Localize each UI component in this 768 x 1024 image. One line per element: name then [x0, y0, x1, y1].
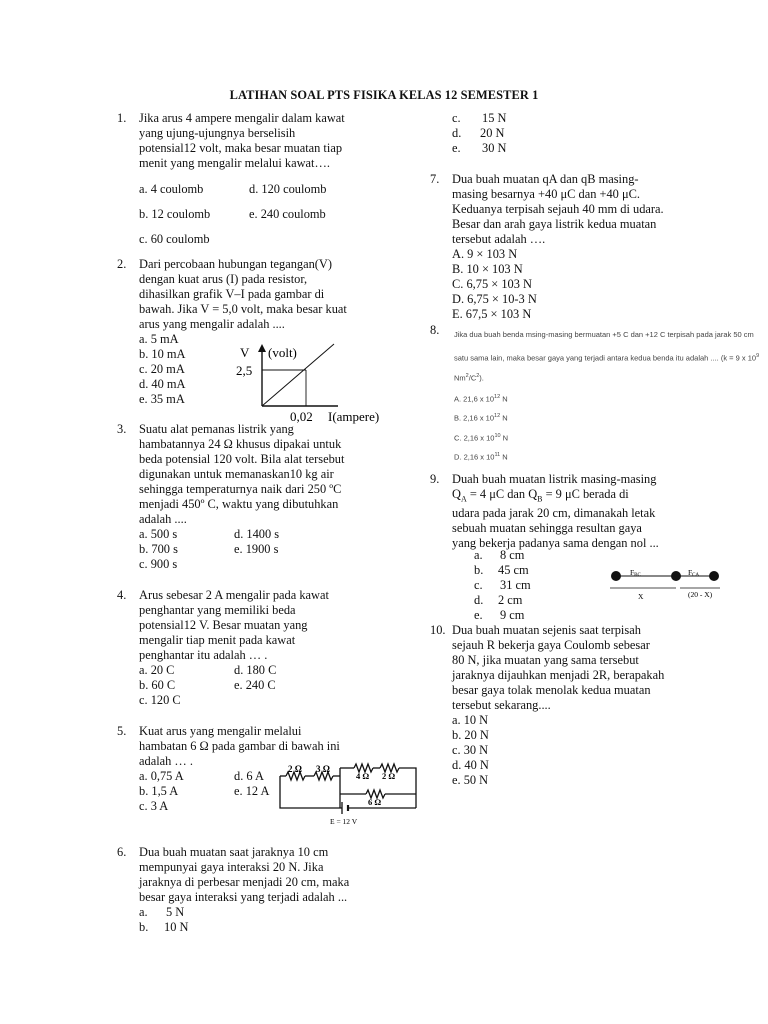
question-2-text	[139, 257, 347, 332]
question-8-option-unit: N	[500, 433, 509, 443]
question-1-option: d. 120 coulomb	[249, 182, 327, 196]
charge-b-value: = 9 μC berada di	[542, 487, 629, 501]
question-3-text	[139, 422, 344, 527]
question-8-option-exp: 12	[494, 394, 501, 400]
question-6-option-letter: d.	[452, 126, 462, 140]
charge-b-sub: B	[537, 494, 543, 504]
question-10-line: Dua buah muatan sejenis saat terpisah	[452, 623, 641, 637]
question-7-number: 7.	[430, 172, 440, 186]
question-4-line: Arus sebesar 2 A mengalir pada kawat	[139, 588, 329, 602]
question-7-option: C. 6,75 × 103 N	[452, 277, 532, 291]
question-7-line: Keduanya terpisah sejauh 40 mm di udara.	[452, 202, 664, 216]
charge-diagram	[600, 564, 732, 604]
question-9-charges	[452, 487, 659, 506]
circuit-label-r3: 4 Ω	[356, 771, 370, 781]
question-8-line	[454, 349, 759, 366]
question-3-option: c. 900 s	[139, 557, 178, 571]
question-9-line: sebuah muatan sehingga resultan gaya	[452, 521, 642, 536]
circuit-label-r1: 2 Ω	[288, 764, 302, 774]
question-1-text	[139, 111, 345, 171]
question-5-option: d. 6 A	[234, 769, 264, 783]
question-5-option: c. 3 A	[139, 799, 169, 813]
question-6-option: 15 N	[482, 111, 507, 125]
question-6-line: Dua buah muatan saat jaraknya 10 cm	[139, 845, 329, 859]
question-6-number: 6.	[117, 845, 127, 859]
question-9-option: 45 cm	[498, 563, 529, 577]
question-7-text	[452, 172, 664, 322]
question-8-line-text: ).	[479, 373, 484, 383]
circuit-label-r5: 6 Ω	[368, 797, 382, 807]
question-2-line: dihasilkan grafik V–I pada gambar di	[139, 287, 325, 301]
question-4-option: c. 120 C	[139, 693, 181, 707]
question-10-line: tersebut sekarang....	[452, 698, 551, 712]
question-3-line: hambatannya 24 Ω khusus dipakai untuk	[139, 437, 342, 451]
question-9-option-letter: c.	[474, 578, 483, 592]
question-7-line: masing besarnya +40 μC dan +40 μC.	[452, 187, 640, 201]
question-7-line: tersebut adalah ….	[452, 232, 546, 246]
question-4-line: mengalir tiap menit pada kawat	[139, 633, 296, 647]
question-3-option: b. 700 s	[139, 542, 178, 556]
question-7-option: E. 67,5 × 103 N	[452, 307, 532, 321]
circuit-wire	[280, 776, 342, 808]
vi-graph	[230, 340, 390, 424]
question-10-line: 80 N, jika muatan yang sama tersebut	[452, 653, 639, 667]
question-8-line-text: Nm	[454, 373, 466, 383]
question-1-line: potensial12 volt, maka besar muatan tiap	[139, 141, 343, 155]
question-8-option-text: B. 2,16 x 10	[454, 413, 495, 423]
question-8-line-text: satu sama lain, maka besar gaya yang terjadi antara kedua benda itu adalah .... (k = 9 x 10	[454, 353, 757, 363]
vi-graph-ylabel: V	[240, 345, 250, 360]
question-6-option: 5 N	[166, 905, 185, 919]
question-8-option	[454, 390, 508, 407]
question-6-line: besar gaya interaksi yang terjadi adalah ...	[139, 890, 348, 904]
question-2-option: c. 20 mA	[139, 362, 185, 376]
question-6-option-letter: a.	[139, 905, 148, 919]
question-9-option: 8 cm	[500, 548, 525, 562]
force-ca-label: FCA	[688, 568, 700, 578]
question-8-option	[454, 409, 508, 426]
question-3-line: beda potensial 120 volt. Bila alat tersebut	[139, 452, 345, 466]
distance-rest-label: (20 - X)	[688, 590, 713, 599]
question-9-option: 31 cm	[500, 578, 531, 592]
question-10-option: d. 40 N	[452, 758, 489, 772]
question-3-option: e. 1900 s	[234, 542, 279, 556]
question-3-line: menjadi 450º C, waktu yang dibutuhkan	[139, 497, 339, 511]
question-10-option: a. 10 N	[452, 713, 489, 727]
charge-a-value: = 4 μC dan Q	[466, 487, 538, 501]
question-1-option: c. 60 coulomb	[139, 232, 210, 246]
question-2-option: b. 10 mA	[139, 347, 186, 361]
question-8-option-exp: 12	[494, 413, 501, 419]
question-5-option: b. 1,5 A	[139, 784, 179, 798]
question-10-option: b. 20 N	[452, 728, 489, 742]
vi-graph-y-arrow	[258, 344, 266, 352]
circuit-label-r2: 3 Ω	[316, 764, 330, 774]
question-1-option: b. 12 coulomb	[139, 207, 211, 221]
question-2-number: 2.	[117, 257, 127, 271]
question-1-line: menit yang mengalir melalui kawat….	[139, 156, 330, 170]
question-8-option-unit: N	[500, 413, 508, 423]
question-5-option: a. 0,75 A	[139, 769, 184, 783]
question-8-option	[454, 429, 508, 446]
question-6-option-letter: b.	[139, 920, 149, 934]
question-2-option: a. 5 mA	[139, 332, 179, 346]
question-7-option: B. 10 × 103 N	[452, 262, 523, 276]
question-6-option: 20 N	[480, 126, 505, 140]
question-1-option: e. 240 coulomb	[249, 207, 326, 221]
question-5-line: hambatan 6 Ω pada gambar di bawah ini	[139, 739, 340, 753]
question-3-line: sehingga temperaturnya naik dari 250 ºC	[139, 482, 342, 496]
question-3-line: adalah ....	[139, 512, 187, 526]
question-10-number: 10.	[430, 623, 446, 637]
question-10-line: besar gaya tolak menolak kedua muatan	[452, 683, 651, 697]
question-4-option: e. 240 C	[234, 678, 276, 692]
question-9-line: Duah buah muatan listrik masing-masing	[452, 472, 657, 486]
question-6-line: mempunyai gaya interaksi 20 N. Jika	[139, 860, 324, 874]
vi-graph-yunit: (volt)	[268, 345, 297, 360]
question-5-number: 5.	[117, 724, 127, 738]
question-10-option: c. 30 N	[452, 743, 489, 757]
question-8-option	[454, 448, 508, 465]
question-8-option-unit: N	[500, 452, 508, 462]
question-7-line: Dua buah muatan qA dan qB masing-	[452, 172, 639, 186]
question-4-option: b. 60 C	[139, 678, 176, 692]
vi-graph-xlabel: I(ampere)	[328, 409, 380, 424]
question-3-option: a. 500 s	[139, 527, 178, 541]
question-6-line: jaraknya di perbesar menjadi 20 cm, maka	[139, 875, 350, 889]
question-9-number: 9.	[430, 472, 440, 486]
question-9-text	[452, 472, 659, 551]
question-4-text	[139, 588, 329, 663]
question-2-option: d. 40 mA	[139, 377, 186, 391]
charge-a-sub: A	[460, 494, 467, 504]
question-3-number: 3.	[117, 422, 127, 436]
question-9-option: 2 cm	[498, 593, 523, 607]
question-2-line: arus yang mengalir adalah ....	[139, 317, 285, 331]
circuit-label-r4: 2 Ω	[382, 771, 396, 781]
question-9-option-letter: e.	[474, 608, 483, 622]
question-9-option-letter: b.	[474, 563, 484, 577]
question-9-option-letter: a.	[474, 548, 483, 562]
question-9-line: udara pada jarak 20 cm, dimanakah letak	[452, 506, 656, 521]
question-5-option: e. 12 A	[234, 784, 270, 798]
question-5-line: adalah … .	[139, 754, 194, 768]
question-9-line: yang bekerja padanya sama dengan nol ...	[452, 536, 659, 551]
circuit-label-emf: E = 12 V	[330, 817, 358, 826]
question-6-option-letter: c.	[452, 111, 461, 125]
question-1-option: a. 4 coulomb	[139, 182, 204, 196]
question-6-option: 30 N	[482, 141, 507, 155]
question-2-option: e. 35 mA	[139, 392, 185, 406]
distance-x-label: X	[638, 592, 644, 601]
question-8-line: $Nm^2/C^2$).	[454, 373, 484, 383]
question-2-line: bawah. Jika V = 5,0 volt, maka besar kuat	[139, 302, 347, 316]
question-7-option: D. 6,75 × 10-3 N	[452, 292, 537, 306]
question-3-line: digunakan untuk memanaskan10 kg air	[139, 467, 334, 481]
question-8-option-text: D. 2,16 x 10	[454, 452, 495, 462]
question-3-line: Suatu alat pemanas listrik yang	[139, 422, 294, 436]
question-1-number: 1.	[117, 111, 127, 125]
question-8-option-unit: N	[500, 394, 508, 404]
question-10-line: sejauh R bekerja gaya Coulomb sebesar	[452, 638, 650, 652]
question-6-option: 10 N	[164, 920, 189, 934]
question-4-line: potensial12 V. Besar muatan yang	[139, 618, 308, 632]
question-8-option-exp: 11	[494, 452, 501, 458]
question-1-line: yang ujung-ujungnya berselisih	[139, 126, 296, 140]
charge-a-dot	[611, 571, 621, 581]
page-title: LATIHAN SOAL PTS FISIKA KELAS 12 SEMESTER 1	[229, 88, 539, 102]
question-5-line: Kuat arus yang mengalir melalui	[139, 724, 302, 738]
question-8-line-text: /C	[468, 373, 477, 383]
question-10-option: e. 50 N	[452, 773, 489, 787]
question-8-option-exp: 10	[494, 433, 501, 439]
question-2-line: Dari percobaan hubungan tegangan(V)	[139, 257, 333, 271]
question-4-line: penghantar itu adalah … .	[139, 648, 268, 662]
force-bc-label: FBC	[630, 568, 641, 578]
vi-graph-yval: 2,5	[236, 363, 253, 378]
question-8-sup: 9	[756, 353, 760, 359]
question-4-option: d. 180 C	[234, 663, 277, 677]
question-2-line: dengan kuat arus (I) pada resistor,	[139, 272, 308, 286]
charge-b-dot	[709, 571, 719, 581]
question-8-option-text: C. 2,16 x 10	[454, 433, 495, 443]
question-4-line: penghantar yang memiliki beda	[139, 603, 296, 617]
question-7-option: A. 9 × 103 N	[452, 247, 518, 261]
question-9-option-letter: d.	[474, 593, 484, 607]
charge-a-symbol: Q	[452, 487, 461, 501]
question-2-options	[139, 332, 185, 407]
circuit-wire	[399, 768, 416, 808]
question-6-text	[139, 845, 349, 905]
question-4-number: 4.	[117, 588, 127, 602]
question-8-number: 8.	[430, 323, 440, 337]
charge-c-dot	[671, 571, 681, 581]
question-8-line: Jika dua buah benda msing-masing bermuatan +5 C dan +12 C terpisah pada jarak 50 cm	[454, 330, 754, 339]
circuit-diagram	[276, 762, 424, 826]
question-10-text	[452, 623, 664, 788]
question-7-line: Besar dan arah gaya listrik kedua muatan	[452, 217, 657, 231]
question-8-option-text: A. 21,6 x 10	[454, 394, 495, 404]
question-10-line: jaraknya dijauhkan menjadi 2R, berapakah	[452, 668, 665, 682]
question-3-option: d. 1400 s	[234, 527, 280, 541]
question-6-option-letter: e.	[452, 141, 461, 155]
question-1-line: Jika arus 4 ampere mengalir dalam kawat	[139, 111, 345, 125]
question-4-option: a. 20 C	[139, 663, 175, 677]
vi-graph-xval: 0,02	[290, 409, 313, 424]
question-9-option: 9 cm	[500, 608, 525, 622]
